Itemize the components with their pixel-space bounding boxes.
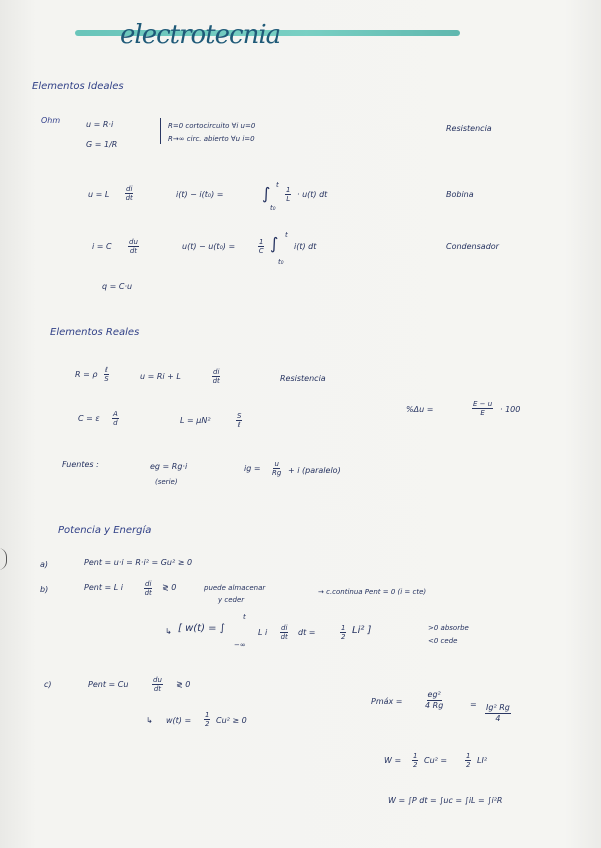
frac-num: di	[213, 368, 220, 376]
bobina-integral-lhs: i(t) − i(t₀) =	[176, 190, 224, 199]
heading-ideales: Elementos Ideales	[32, 81, 124, 92]
frac-num: eg²	[427, 690, 441, 699]
frac-num: Ig² Rg	[486, 703, 510, 712]
frac-den: dt	[129, 247, 138, 255]
frac-den: L	[286, 195, 291, 203]
dc-note: → c.continua Pent = 0 (i = cte)	[318, 588, 427, 596]
frac-den: dt	[125, 194, 133, 202]
frac-den: d	[113, 419, 118, 427]
frac-den: ℓ	[237, 421, 241, 429]
power-resistor-eq: Pent = u·i = R·i² = Gu² ≥ 0	[84, 558, 193, 567]
frac-den: dt	[280, 633, 288, 641]
serie-note: (serie)	[155, 478, 178, 486]
current-source-frac	[272, 460, 281, 477]
bracket	[160, 118, 161, 144]
frac-num: di	[145, 580, 152, 588]
frac-den: Rg	[272, 469, 282, 477]
store-note-1: puede almacenar	[204, 584, 266, 592]
frac-den: 2	[205, 720, 210, 728]
resistivity-eq: R = ρ	[75, 370, 98, 379]
max-power-frac	[425, 690, 443, 711]
frac-num: 1	[413, 752, 418, 760]
conductance: G = 1/R	[86, 140, 118, 149]
cond-integral-lhs: u(t) − u(t₀) =	[182, 242, 236, 251]
frac-den: E	[480, 409, 485, 417]
energy-inductor-tail: dt =	[298, 628, 316, 637]
integral-upper: t	[276, 181, 279, 189]
energy-integral-eq: W = ∫P dt = ∫uc = ∫iL = ∫i²R	[388, 796, 503, 805]
frac-den: 4 Rg	[425, 701, 444, 710]
max-power-equals: =	[470, 700, 477, 709]
frac-num: u	[274, 460, 279, 468]
resistivity-frac	[104, 366, 109, 383]
energy-inductor-open: [ w(t) = ∫	[178, 623, 225, 634]
frac-num: du	[129, 238, 138, 246]
frac-num: 1	[259, 238, 264, 246]
capacitance-frac	[112, 410, 119, 427]
bobina-inv-l	[285, 186, 291, 203]
frac-num: ℓ	[105, 366, 108, 374]
integral-sign: ∫	[270, 234, 279, 253]
voltage-drop-tail: · 100	[500, 405, 521, 414]
frac-num: A	[113, 410, 118, 418]
frac-den: C	[258, 247, 264, 255]
frac-num: 1	[466, 752, 471, 760]
integral-upper: t	[285, 231, 288, 239]
inductance-eq: L = μN²	[180, 416, 211, 425]
margin-mark	[0, 548, 7, 570]
cede-note: <0 cede	[428, 637, 458, 645]
frac-den: 2	[466, 761, 471, 769]
item-a: a)	[40, 560, 49, 569]
page-title: electrotecnia	[120, 20, 281, 50]
frac-den: dt	[212, 377, 220, 385]
inductance-frac	[236, 412, 242, 429]
energy-inductor-mid: L i	[258, 628, 268, 637]
frac-num: di	[126, 185, 133, 193]
power-capacitor-frac	[152, 676, 163, 693]
voltage-drop-eq: %Δu =	[406, 405, 434, 414]
real-resistor-eq: u = Ri + L	[140, 372, 181, 381]
cond-frac	[128, 238, 139, 255]
label-condensador: Condensador	[446, 242, 499, 251]
voltage-drop-frac	[472, 400, 493, 417]
energy-capacitor-end: Cu² ≥ 0	[216, 716, 247, 725]
max-power-eq: Pmáx =	[371, 697, 403, 706]
current-source-tail: + i (paralelo)	[288, 466, 341, 475]
power-inductor-sign: ≷ 0	[162, 583, 177, 592]
charge-eq: q = C·u	[102, 282, 133, 291]
hook-arrow: ↳	[165, 627, 172, 636]
cond-inv-c	[258, 238, 264, 255]
energy-w-half-2	[465, 752, 471, 769]
frac-num: di	[281, 624, 288, 632]
label-bobina: Bobina	[446, 190, 474, 199]
capacitance-eq: C = ε	[78, 414, 100, 423]
frac-den: S	[104, 375, 109, 383]
bobina-integrand: · u(t) dt	[297, 190, 328, 199]
frac-den: dt	[153, 685, 162, 693]
hook-arrow: ↳	[146, 716, 153, 725]
item-c: c)	[44, 680, 52, 689]
power-inductor-frac	[144, 580, 152, 597]
ohm-law: u = R·i	[86, 120, 114, 129]
current-source-eq: ig =	[244, 464, 261, 473]
max-power-frac-2	[485, 703, 511, 724]
short-circuit-note: R=0 cortocircuito ∀i u=0	[168, 122, 256, 130]
frac-num: E − u	[473, 400, 493, 408]
energy-w-end: LI²	[477, 756, 488, 765]
energy-w-eq: W =	[384, 756, 402, 765]
cond-integrand: i(t) dt	[294, 242, 317, 251]
frac-num: du	[153, 676, 162, 684]
integral-lower: −∞	[234, 641, 246, 649]
open-circuit-note: R→∞ circ. abierto ∀u i=0	[168, 135, 255, 143]
label-resistencia-real: Resistencia	[280, 374, 326, 383]
frac-den: dt	[144, 589, 152, 597]
fuentes-label: Fuentes :	[62, 460, 99, 469]
voltage-source-eq: eg = Rg·i	[150, 462, 188, 471]
energy-inductor-end: Li² ]	[352, 625, 372, 636]
bobina-eq: u = L	[88, 190, 110, 199]
frac-den: 4	[495, 714, 501, 723]
frac-den: 2	[413, 761, 418, 769]
label-resistencia: Resistencia	[446, 124, 492, 133]
frac-num: 1	[286, 186, 291, 194]
power-capacitor-eq: Pent = Cu	[88, 680, 129, 689]
energy-w-mid: Cu² =	[424, 756, 448, 765]
cond-eq: i = C	[92, 242, 112, 251]
item-b: b)	[40, 585, 49, 594]
integral-sign: ∫	[262, 184, 271, 203]
ohm-label: Ohm	[41, 116, 61, 125]
frac-num: 1	[205, 711, 210, 719]
bobina-frac	[125, 185, 133, 202]
power-capacitor-sign: ≷ 0	[176, 680, 191, 689]
power-inductor-eq: Pent = L i	[84, 583, 123, 592]
energy-inductor-half	[340, 624, 346, 641]
heading-reales: Elementos Reales	[50, 327, 140, 338]
energy-capacitor-eq: w(t) =	[166, 716, 192, 725]
frac-num: 1	[341, 624, 346, 632]
integral-upper: t	[243, 613, 246, 621]
energy-inductor-frac	[280, 624, 288, 641]
frac-num: S	[237, 412, 242, 420]
heading-potencia: Potencia y Energía	[58, 525, 152, 536]
frac-den: 2	[341, 633, 346, 641]
store-note-2: y ceder	[218, 596, 245, 604]
energy-capacitor-half	[204, 711, 210, 728]
integral-lower: t₀	[270, 204, 276, 212]
absorbe-note: >0 absorbe	[428, 624, 469, 632]
real-resistor-frac	[212, 368, 220, 385]
integral-lower: t₀	[278, 258, 284, 266]
energy-w-half-1	[412, 752, 418, 769]
